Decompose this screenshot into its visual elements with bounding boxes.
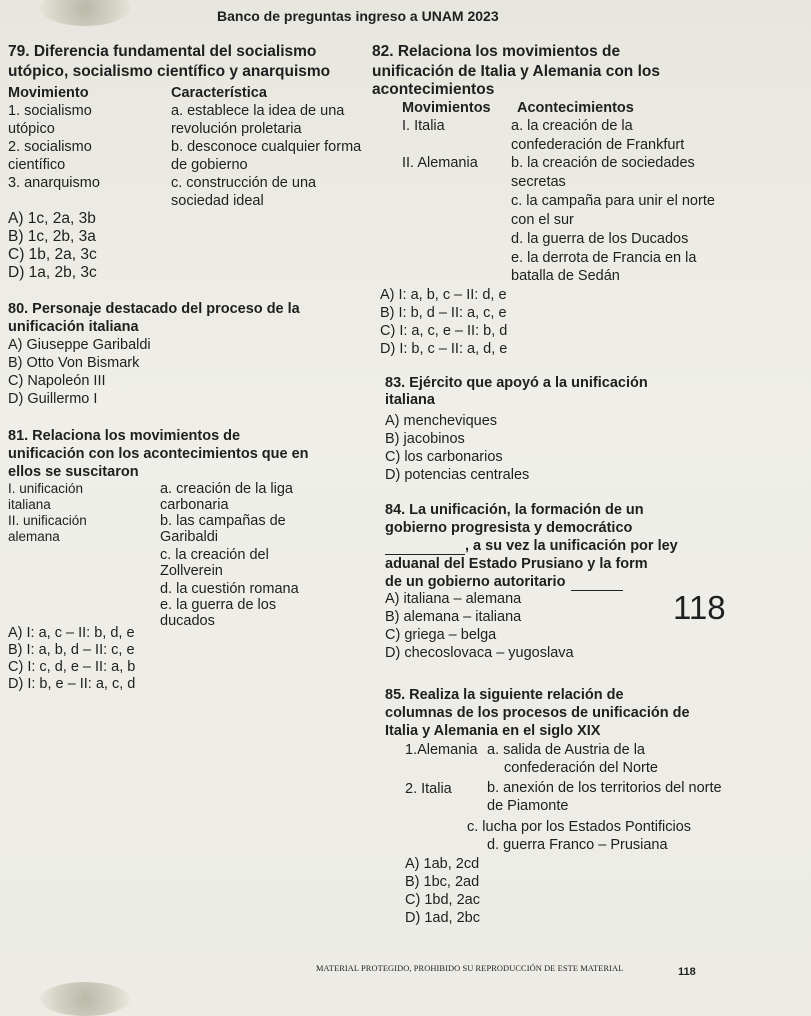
q82-event-e: e. la derrota de Francia en la: [511, 250, 697, 266]
q82-event-a-cont: confederación de Frankfurt: [511, 137, 685, 153]
q81-event-c: c. la creación del: [160, 547, 269, 563]
logo-smudge-top: [40, 0, 130, 26]
q82-col-movimientos: Movimientos: [402, 100, 491, 116]
q85-event-a-cont: confederación del Norte: [504, 760, 658, 776]
q83-answer-c[interactable]: C) los carbonarios: [385, 449, 503, 465]
q82-answer-b[interactable]: B) I: b, d – II: a, c, e: [380, 305, 507, 321]
q82-event-c-cont: con el sur: [511, 212, 574, 228]
header-title: Banco de preguntas ingreso a UNAM 2023: [217, 8, 499, 24]
q82-title-line2: unificación de Italia y Alemania con los: [372, 63, 660, 80]
q82-answer-a[interactable]: A) I: a, b, c – II: d, e: [380, 287, 507, 303]
q85-answer-a[interactable]: A) 1ab, 2cd: [405, 856, 480, 872]
q79-row1-movement: 1. socialismo: [8, 103, 92, 119]
q81-event-a: a. creación de la liga: [160, 481, 293, 497]
q85-answer-d[interactable]: D) 1ad, 2bc: [405, 910, 480, 926]
q84-title-line3-text: , a su vez la unificación por ley: [465, 538, 678, 554]
q84-blank-1[interactable]: [385, 541, 465, 555]
q79-title-line1: 79. Diferencia fundamental del socialismo: [8, 43, 317, 60]
q79-option-c-line2: sociedad ideal: [171, 193, 264, 209]
q80-title-line1: 80. Personaje destacado del proceso de la: [8, 301, 300, 317]
q80-answer-b[interactable]: B) Otto Von Bismark: [8, 355, 140, 371]
q84-answer-c[interactable]: C) griega – belga: [385, 627, 497, 643]
footer-page-number: 118: [678, 966, 696, 978]
q79-answer-a[interactable]: A) 1c, 2a, 3b: [8, 210, 96, 227]
q85-event-c: c. lucha por los Estados Pontificios: [467, 819, 692, 835]
q82-event-d: d. la guerra de los Ducados: [511, 231, 689, 247]
q83-answer-a[interactable]: A) mencheviques: [385, 413, 498, 429]
q82-col-acontecimientos: Acontecimientos: [517, 100, 634, 116]
q83-title-line1: 83. Ejército que apoyó a la unificación: [385, 375, 648, 391]
q81-answer-d[interactable]: D) I: b, e – II: a, c, d: [8, 676, 136, 692]
q85-event-b: b. anexión de los territorios del norte: [487, 780, 722, 796]
q79-col-movimiento: Movimiento: [8, 85, 89, 101]
q82-movement-1: I. Italia: [402, 118, 445, 134]
q79-row2-movement: 2. socialismo: [8, 139, 92, 155]
q85-event-d: d. guerra Franco – Prusiana: [487, 837, 668, 853]
q82-answer-d[interactable]: D) I: b, c – II: a, d, e: [380, 341, 508, 357]
q81-answer-b[interactable]: B) I: a, b, d – II: c, e: [8, 642, 135, 658]
q81-event-b: b. las campañas de: [160, 513, 286, 529]
q82-event-c: c. la campaña para unir el norte: [511, 193, 715, 209]
q84-answer-a[interactable]: A) italiana – alemana: [385, 591, 522, 607]
q81-event-c-cont: Zollverein: [160, 563, 223, 579]
q79-option-b-line2: de gobierno: [171, 157, 248, 173]
q79-option-c-line1: c. construcción de una: [171, 175, 317, 191]
q81-answer-c[interactable]: C) I: c, d, e – II: a, b: [8, 659, 136, 675]
q83-answer-b[interactable]: B) jacobinos: [385, 431, 465, 447]
q83-title-line2: italiana: [385, 392, 435, 408]
q85-answer-c[interactable]: C) 1bd, 2ac: [405, 892, 480, 908]
q84-title-line2: gobierno progresista y democrático: [385, 520, 633, 536]
q82-event-b-cont: secretas: [511, 174, 566, 190]
q81-title-line2: unificación con los acontecimientos que en: [8, 446, 309, 462]
q81-movement-2: II. unificación: [8, 513, 87, 528]
q80-answer-a[interactable]: A) Giuseppe Garibaldi: [8, 337, 151, 353]
q84-blank-2[interactable]: [571, 577, 623, 591]
q79-answer-d[interactable]: D) 1a, 2b, 3c: [8, 264, 97, 281]
q84-title-line5: [385, 574, 623, 591]
q85-title-line2: columnas de los procesos de unificación de: [385, 705, 690, 721]
q84-title-line3: [385, 538, 678, 555]
q79-col-caracteristica: Característica: [171, 85, 267, 101]
q81-movement-2-cont: alemana: [8, 529, 60, 544]
q85-event-b-cont: de Piamonte: [487, 798, 569, 814]
q82-movement-2: II. Alemania: [402, 155, 478, 171]
q81-answer-a[interactable]: A) I: a, c – II: b, d, e: [8, 625, 135, 641]
q81-movement-1: I. unificación: [8, 481, 84, 496]
q81-event-a-cont: carbonaria: [160, 497, 229, 513]
q84-title-line1: 84. La unificación, la formación de un: [385, 502, 644, 518]
q81-event-e-cont: ducados: [160, 613, 215, 629]
q82-title-line1: 82. Relaciona los movimientos de: [372, 43, 621, 60]
q79-option-a-line1: a. establece la idea de una: [171, 103, 345, 119]
q79-option-a-line2: revolución proletaria: [171, 121, 302, 137]
q81-event-d: d. la cuestión romana: [160, 581, 299, 597]
logo-smudge-bottom: [40, 982, 130, 1016]
q82-event-a: a. la creación de la: [511, 118, 633, 134]
q81-event-b-cont: Garibaldi: [160, 529, 219, 545]
q80-title-line2: unificación italiana: [8, 319, 139, 335]
q81-title-line1: 81. Relaciona los movimientos de: [8, 428, 241, 444]
q82-event-e-cont: batalla de Sedán: [511, 268, 620, 284]
q79-row2-movement-cont: científico: [8, 157, 66, 173]
q83-answer-d[interactable]: D) potencias centrales: [385, 467, 530, 483]
page-number-large: 118: [673, 589, 726, 626]
q85-title-line3: Italia y Alemania en el siglo XIX: [385, 723, 601, 739]
q85-movement-1: 1.Alemania: [405, 742, 478, 758]
q84-answer-d[interactable]: D) checoslovaca – yugoslava: [385, 645, 574, 661]
q79-answer-b[interactable]: B) 1c, 2b, 3a: [8, 228, 96, 245]
q85-title-line1: 85. Realiza la siguiente relación de: [385, 687, 624, 703]
q79-answer-c[interactable]: C) 1b, 2a, 3c: [8, 246, 97, 263]
q85-answer-b[interactable]: B) 1bc, 2ad: [405, 874, 480, 890]
q85-movement-2: 2. Italia: [405, 781, 452, 797]
q80-answer-c[interactable]: C) Napoleón III: [8, 373, 106, 389]
q81-title-line3: ellos se suscitaron: [8, 464, 139, 480]
q79-title-line2: utópico, socialismo científico y anarquismo: [8, 63, 331, 80]
q84-answer-b[interactable]: B) alemana – italiana: [385, 609, 522, 625]
q81-event-e: e. la guerra de los: [160, 597, 277, 613]
copyright-notice: MATERIAL PROTEGIDO, PROHIBIDO SU REPRODUCCIÓN DE ESTE MATERIAL: [316, 964, 624, 973]
q79-row1-movement-cont: utópico: [8, 121, 55, 137]
q82-title-line3: acontecimientos: [372, 81, 495, 98]
q85-event-a: a. salida de Austria de la: [487, 742, 645, 758]
q80-answer-d[interactable]: D) Guillermo I: [8, 391, 98, 407]
q79-option-b-line1: b. desconoce cualquier forma: [171, 139, 362, 155]
q82-event-b: b. la creación de sociedades: [511, 155, 695, 171]
q84-title-line4: aduanal del Estado Prusiano y la form: [385, 556, 648, 572]
q79-row3-movement: 3. anarquismo: [8, 175, 100, 191]
q82-answer-c[interactable]: C) I: a, c, e – II: b, d: [380, 323, 508, 339]
q81-movement-1-cont: italiana: [8, 497, 51, 512]
q84-title-line5-text: de un gobierno autoritario: [385, 574, 566, 590]
